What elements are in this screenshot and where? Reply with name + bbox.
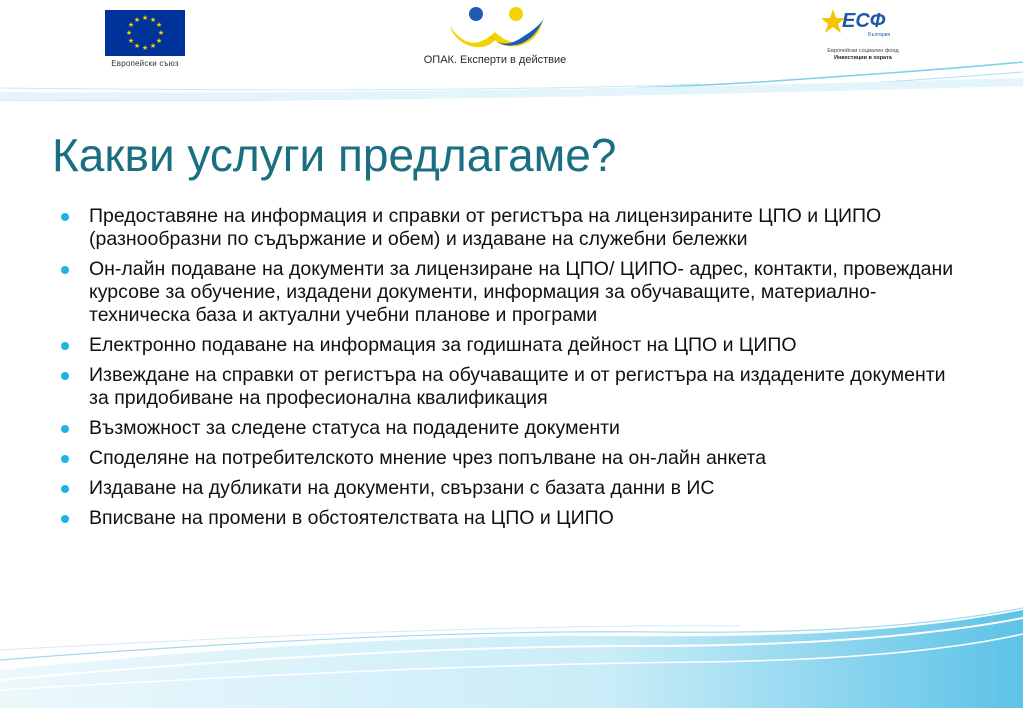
esf-country: България (868, 32, 891, 38)
list-item-text: Извеждане на справки от регистъра на обучаващите и от регистъра на издадените документи за придобиване на професионална квалификация (89, 364, 946, 409)
list-item-text: Възможност за следене статуса на подадените документи (89, 417, 620, 439)
bullet-icon (61, 455, 69, 463)
eu-flag-icon (105, 10, 185, 56)
svg-text:★: ★ (125, 29, 133, 37)
bullet-icon (61, 266, 69, 274)
svg-text:★: ★ (149, 16, 157, 24)
bullet-icon (61, 425, 69, 433)
svg-text:★: ★ (155, 37, 163, 45)
esf-mark: ЕСФ (842, 10, 886, 32)
list-item (60, 205, 965, 251)
esf-caption-line1: Европейски социален фонд (827, 48, 899, 54)
bullet-icon (61, 372, 69, 380)
list-item (60, 507, 965, 530)
opak-figures-icon (440, 6, 550, 52)
svg-text:★: ★ (141, 44, 149, 52)
svg-text:★: ★ (133, 42, 141, 50)
list-item-text: Споделяне на потребителското мнение чрез попълване на он-лайн анкета (89, 447, 767, 469)
svg-text:★: ★ (133, 16, 141, 24)
bullet-icon (61, 213, 69, 221)
opak-caption: ОПАК. Експерти в действие (423, 54, 567, 66)
svg-text:★: ★ (149, 42, 157, 50)
esf-caption-line2: Инвестиции в хората (834, 55, 892, 61)
list-item-text: Електронно подаване на информация за годишната дейност на ЦПО и ЦИПО (89, 334, 797, 356)
list-item (60, 477, 965, 500)
svg-text:★: ★ (127, 21, 135, 29)
list-item (60, 258, 965, 327)
page-title: Какви услуги предлагаме? (52, 129, 617, 181)
svg-text:★: ★ (157, 29, 165, 37)
svg-text:★: ★ (141, 14, 149, 22)
list-item-text: Предоставяне на информация и справки от регистъра на лицензираните ЦПО и ЦИПО (разнообразни по съдържание и обем) и издаване на служебни бележки (89, 205, 882, 250)
list-item-text: Он-лайн подаване на документи за лицензиране на ЦПО/ ЦИПО- адрес, контакти, провеждани курсове за обучение, издадени документи, информация за обучаващите, материално-техническа база и актуални учебни планове и програми (89, 258, 954, 326)
services-list (60, 205, 965, 537)
bullet-icon (61, 342, 69, 350)
list-item-text: Вписване на промени в обстоятелствата на ЦПО и ЦИПО (89, 507, 614, 529)
eu-caption: Европейски съюз (111, 59, 179, 68)
list-item-text: Издаване на дубликати на документи, свързани с базата данни в ИС (89, 477, 715, 499)
svg-text:★: ★ (155, 21, 163, 29)
list-item (60, 364, 965, 410)
list-item (60, 447, 965, 470)
list-item (60, 334, 965, 357)
bullet-icon (61, 485, 69, 493)
svg-text:★: ★ (127, 37, 135, 45)
bullet-icon (61, 515, 69, 523)
top-wave-decoration (0, 52, 1023, 112)
list-item (60, 417, 965, 440)
bottom-wave-decoration (0, 590, 1023, 708)
